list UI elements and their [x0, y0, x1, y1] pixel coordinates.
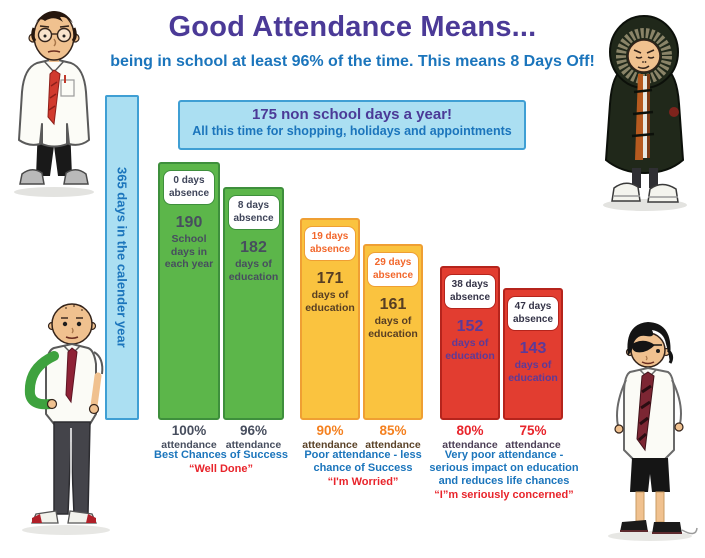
absence-badge: 8 days absence [228, 195, 280, 230]
pct-100 [158, 423, 220, 451]
bar-value-label: days of education [508, 359, 558, 384]
caption-text: Poor attendance - less chance of Success [304, 449, 422, 474]
caption-text: Very poor attendance - serious impact on education and reduces life chances [429, 449, 579, 487]
bar-value: 143 [519, 340, 547, 357]
bar-value: 190 [175, 214, 203, 231]
percent-value: 90% [316, 423, 344, 438]
absence-badge: 29 days absence [367, 252, 419, 287]
pct-85 [363, 423, 423, 451]
bar-29-days-absence [363, 244, 423, 420]
pct-96 [223, 423, 284, 451]
bar-value-label: days of education [445, 337, 495, 362]
percent-value: 100% [171, 423, 207, 438]
bald-kid-illustration [8, 292, 120, 544]
percent-value: 75% [519, 423, 547, 438]
bar-value: 182 [240, 239, 267, 256]
bar-value: 152 [456, 318, 484, 335]
bar-value: 161 [379, 296, 407, 313]
non-school-days-headline: 175 non school days a year! [251, 106, 453, 123]
absence-badge: 38 days absence [444, 274, 496, 309]
percent-label: attendance [442, 439, 498, 451]
bar-8-days-absence [223, 187, 284, 420]
bar-0-days-absence [158, 162, 220, 420]
caption-poor-attendance [291, 449, 435, 489]
pct-90 [300, 423, 360, 451]
bar-value: 171 [316, 270, 344, 287]
hooded-parka-kid-illustration [592, 10, 698, 216]
absence-badge: 19 days absence [304, 226, 356, 261]
bar-47-days-absence [503, 288, 563, 420]
percent-value: 80% [456, 423, 484, 438]
percent-label: attendance [505, 439, 561, 451]
caption-quote: “I'm Worried” [327, 475, 399, 488]
bar-38-days-absence [440, 266, 500, 420]
caption-quote: “Well Done” [189, 462, 253, 475]
percent-label: attendance [225, 439, 282, 451]
bar-value-label: days of education [368, 315, 418, 340]
calendar-year-label: 365 days in the calender year [114, 167, 130, 348]
page-title: Good Attendance Means... [168, 11, 537, 43]
percent-value: 85% [379, 423, 407, 438]
pct-80 [440, 423, 500, 451]
bar-19-days-absence [300, 218, 360, 420]
caption-quote: “I”m seriously concerned” [434, 488, 574, 501]
non-school-days-detail: All this time for shopping, holidays and appointments [192, 124, 512, 138]
absence-badge: 47 days absence [507, 296, 559, 331]
bar-value-label: days of education [305, 289, 355, 314]
absence-badge: 0 days absence [163, 170, 215, 205]
caption-best-attendance [150, 449, 292, 476]
bar-value-label: days of education [228, 258, 279, 283]
pct-75 [503, 423, 563, 451]
percent-label: attendance [161, 439, 217, 451]
page-subtitle: being in school at least 96% of the time. This means 8 Days Off! [110, 53, 595, 70]
caption-very-poor-attendance [428, 449, 580, 502]
teacher-character-illustration [4, 6, 104, 202]
percent-label: attendance [302, 439, 358, 451]
percent-value: 96% [239, 423, 268, 438]
bar-value-label: School days in each year [164, 233, 214, 271]
non-school-days-box [178, 100, 526, 150]
black-haired-kid-illustration [598, 310, 700, 548]
percent-label: attendance [365, 439, 421, 451]
caption-text: Best Chances of Success [154, 449, 288, 461]
